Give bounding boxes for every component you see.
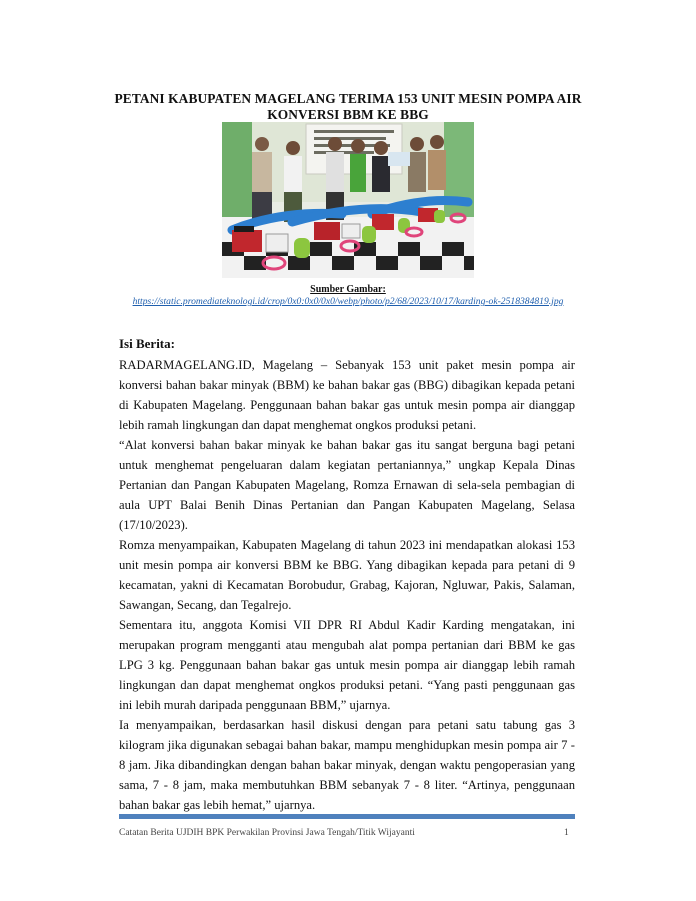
article-title: PETANI KABUPATEN MAGELANG TERIMA 153 UNIT MESIN POMPA AIR KONVERSI BBM KE BBG: [114, 91, 582, 122]
footer-divider: [119, 814, 575, 819]
paragraph: Sementara itu, anggota Komisi VII DPR RI Abdul Kadir Karding mengatakan, ini merupakan program mengganti atau mengubah alat pompa pertanian dari BBM ke gas LPG 3 kg. Penggunaan bahan bakar gas untuk mesin pompa air dianggap lebih ramah lingkungan dan dapat menghemat ongkos produksi petani. “Yang pasti penggunaan gas ini lebih murah daripada penggunaan BBM,” ujarnya.: [119, 618, 575, 712]
page-number: 1: [564, 828, 569, 838]
paragraph: Romza menyampaikan, Kabupaten Magelang di tahun 2023 ini mendapatkan alokasi 153 unit mesin pompa air konversi BBM ke BBG. Yang dibagikan kepada para petani di 9 kecamatan, yakni di Kecamatan Borobudur, Grabag, Kajoran, Ngluwar, Pakis, Salaman, Sawangan, Secang, dan Tegalrejo.: [119, 538, 575, 612]
article-photo: [222, 122, 474, 278]
photo-illustration: [222, 122, 474, 278]
paragraph: “Alat konversi bahan bakar minyak ke bahan bakar gas itu sangat berguna bagi petani untuk menghemat pengeluaran dalam kegiatan pertaniannya,” ungkap Kepala Dinas Pertanian dan Pangan Kabupaten Magelang, Romza Ernawan di sela-sela pembagian di aula UPT Balai Benih Dinas Pertanian dan Pangan Kabupaten Magelang, Selasa (17/10/2023).: [119, 438, 575, 532]
image-source-label: Sumber Gambar:: [310, 284, 386, 295]
footer-text: Catatan Berita UJDIH BPK Perwakilan Provinsi Jawa Tengah/Titik Wijayanti: [119, 828, 415, 838]
image-source-link[interactable]: https://static.promediateknologi.id/crop/0x0:0x0/0x0/webp/photo/p2/68/2023/10/17/karding-ok-2518384819.jpg: [132, 296, 564, 307]
paragraph: RADARMAGELANG.ID, Magelang – Sebanyak 153 unit paket mesin pompa air konversi bahan bakar minyak (BBM) ke bahan bakar gas (BBG) dibagikan kepada petani di Kabupaten Magelang. Penggunaan bahan bakar gas untuk mesin pompa air dianggap lebih ramah lingkungan dan dapat menghemat ongkos produksi petani.: [119, 358, 575, 432]
paragraph: Ia menyampaikan, berdasarkan hasil diskusi dengan para petani satu tabung gas 3 kilogram jika digunakan sebagai bahan bakar, mampu menghidupkan mesin pompa air 7 - 8 jam. Jika dibandingkan dengan bahan bakar minyak, dengan waktu pengoperasian yang sama, 7 - 8 jam, maka membutuhkan BBM sebanyak 7 - 8 liter. “Artinya, penggunaan bahan bakar gas lebih hemat,” ujarnya.: [119, 718, 575, 812]
article-body: [119, 355, 575, 815]
section-heading: Isi Berita:: [119, 336, 175, 351]
